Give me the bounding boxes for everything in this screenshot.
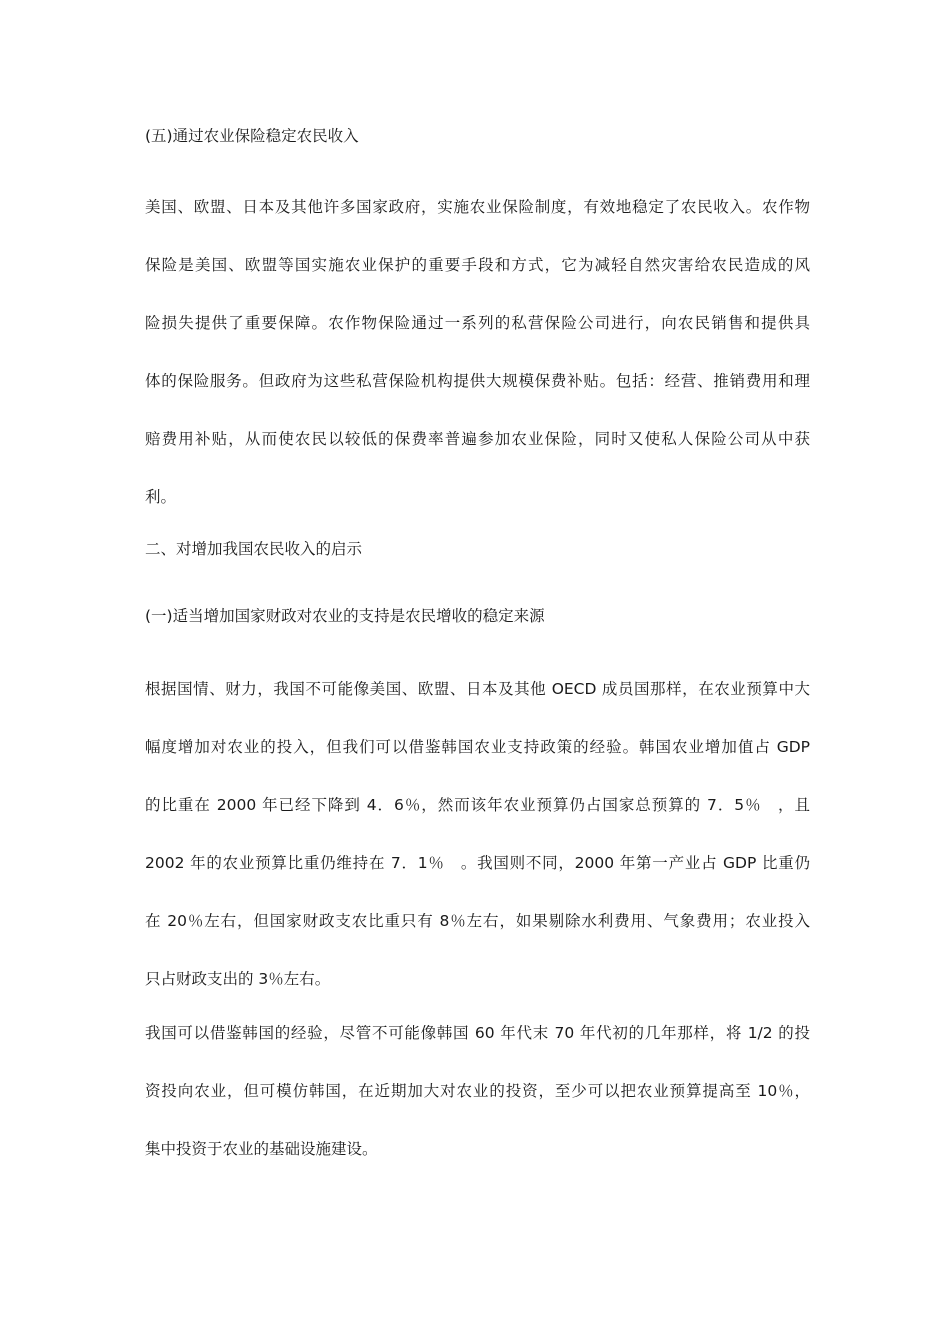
paragraph-fiscal-support	[145, 681, 810, 988]
paragraph-line: 我国可以借鉴韩国的经验，尽管不可能像韩国 60 年代末 70 年代初的几年那样，将 1/2 的投	[145, 1024, 810, 1042]
section-heading-implications: 二、对增加我国农民收入的启示	[145, 540, 363, 558]
paragraph-line: 幅度增加对农业的投入，但我们可以借鉴韩国农业支持政策的经验。韩国农业增加值占 GDP	[145, 738, 810, 756]
paragraph-line: 根据国情、财力，我国不可能像美国、欧盟、日本及其他 OECD 成员国那样，在农业预算中大	[145, 680, 810, 698]
heading-fiscal-support: (一)适当增加国家财政对农业的支持是农民增收的稳定来源	[145, 607, 545, 625]
paragraph-line: 2002 年的农业预算比重仍维持在 7．1％ 。我国则不同，2000 年第一产业占 GDP 比重仍	[145, 854, 810, 872]
paragraph-line: 利。	[145, 488, 177, 506]
paragraph-line: 美国、欧盟、日本及其他许多国家政府，实施农业保险制度，有效地稳定了农民收入。农作物	[145, 198, 810, 216]
paragraph-line: 只占财政支出的 3％左右。	[145, 970, 331, 988]
paragraph-line: 在 20％左右，但国家财政支农比重只有 8％左右，如果剔除水利费用、气象费用；农业投入	[145, 912, 810, 930]
paragraph-line: 体的保险服务。但政府为这些私营保险机构提供大规模保费补贴。包括：经营、推销费用和理	[145, 372, 810, 390]
paragraph-line: 赔费用补贴，从而使农民以较低的保费率普遍参加农业保险，同时又使私人保险公司从中获	[145, 430, 810, 448]
paragraph-line: 集中投资于农业的基础设施建设。	[145, 1140, 378, 1158]
paragraph-agricultural-insurance	[145, 199, 810, 506]
paragraph-line: 的比重在 2000 年已经下降到 4．6％，然而该年农业预算仍占国家总预算的 7．5％ ，且	[145, 796, 810, 814]
heading-agricultural-insurance: (五)通过农业保险稳定农民收入	[145, 127, 359, 145]
paragraph-line: 保险是美国、欧盟等国实施农业保护的重要手段和方式，它为减轻自然灾害给农民造成的风	[145, 256, 810, 274]
paragraph-line: 资投向农业，但可模仿韩国，在近期加大对农业的投资，至少可以把农业预算提高至 10％，	[145, 1082, 810, 1100]
paragraph-korea-experience	[145, 1025, 810, 1158]
paragraph-line: 险损失提供了重要保障。农作物保险通过一系列的私营保险公司进行，向农民销售和提供具	[145, 314, 810, 332]
